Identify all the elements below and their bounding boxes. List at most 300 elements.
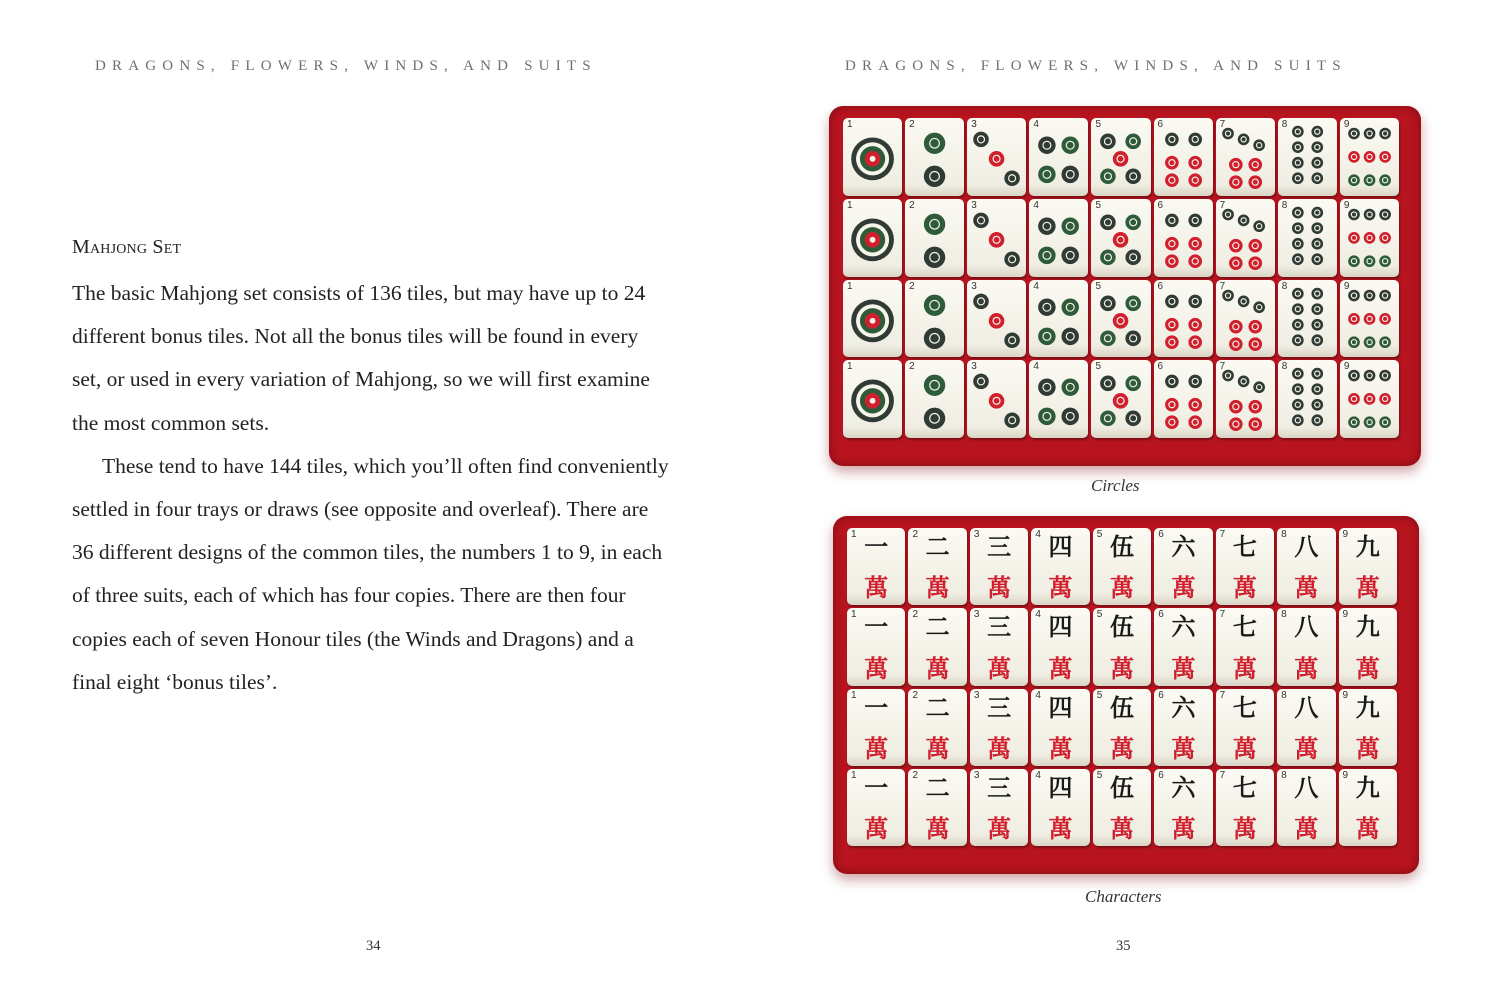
circle-dot <box>1348 151 1360 163</box>
tile-number: 7 <box>1219 689 1226 701</box>
tile-numeral: 四 <box>1048 613 1073 642</box>
circle-dot <box>1292 334 1304 346</box>
tile-number: 6 <box>1157 280 1164 292</box>
circle-dot <box>1165 133 1179 147</box>
characters-tile <box>1031 528 1089 605</box>
circles-tile <box>1091 118 1150 196</box>
tile-number: 8 <box>1281 361 1288 373</box>
tile-number: 1 <box>851 529 857 540</box>
characters-tile <box>970 528 1028 605</box>
circle-dot <box>1248 400 1262 414</box>
characters-tile <box>1277 608 1335 685</box>
tile-number: 8 <box>1281 119 1288 130</box>
tile-wan-character: 萬 <box>864 734 889 763</box>
tile-number: 8 <box>1281 769 1287 781</box>
circle-dot <box>1364 128 1376 140</box>
circles-tile <box>1154 360 1213 438</box>
circles-tile <box>1340 118 1399 196</box>
circle-dot <box>1229 319 1243 333</box>
characters-tile <box>847 689 905 766</box>
tile-numeral: 七 <box>1232 693 1257 722</box>
tile-wan-character: 萬 <box>1232 574 1257 603</box>
characters-tile <box>1093 608 1151 685</box>
tile-number: 6 <box>1158 689 1164 701</box>
tile-numeral: 伍 <box>1109 533 1134 561</box>
circle-dot <box>1311 172 1323 184</box>
tile-wan-character: 萬 <box>1294 815 1319 843</box>
tile-wan-character: 萬 <box>925 734 950 763</box>
circle-dot <box>1038 298 1055 315</box>
tile-number: 5 <box>1095 280 1101 292</box>
tile-numeral: 一 <box>864 693 889 722</box>
circles-tile <box>1154 280 1213 358</box>
circle-dot <box>1248 319 1262 333</box>
tile-number: 7 <box>1219 361 1226 373</box>
circles-tile <box>967 199 1026 277</box>
circle-dot <box>1292 172 1304 184</box>
circle-dot <box>1292 141 1304 153</box>
circle-dot <box>1364 289 1376 301</box>
tile-numeral: 一 <box>864 773 889 802</box>
circle-dot <box>1188 133 1202 147</box>
tile-wan-character: 萬 <box>1355 734 1380 763</box>
characters-tile <box>1031 689 1089 766</box>
circle-dot <box>1311 334 1323 346</box>
tile-wan-character: 萬 <box>1294 654 1319 683</box>
circle-dot <box>1364 393 1376 405</box>
circle-dot <box>1348 393 1360 405</box>
tile-numeral: 一 <box>864 613 889 642</box>
tile-number: 5 <box>1096 689 1103 701</box>
circle-dot <box>1165 294 1179 308</box>
tile-number: 9 <box>1342 689 1349 701</box>
tile-number: 6 <box>1157 199 1164 211</box>
circle-dot <box>1005 332 1021 348</box>
circle-dot <box>1364 336 1376 348</box>
caption-circles: Circles <box>1091 476 1140 495</box>
circle-dot <box>1348 208 1360 220</box>
circle-dot <box>1237 295 1249 307</box>
circles-tray-photo <box>829 106 1421 466</box>
circle-dot <box>1038 246 1055 263</box>
circle-dot <box>1188 294 1202 308</box>
tile-wan-character: 萬 <box>1232 654 1257 683</box>
tile-wan-character: 萬 <box>1232 815 1257 843</box>
circle-dot <box>1101 411 1117 427</box>
circles-tile <box>843 280 902 358</box>
circle-dot <box>1038 379 1055 396</box>
circles-tile <box>905 118 964 196</box>
circle-dot <box>1005 413 1021 429</box>
tile-numeral: 二 <box>925 693 950 722</box>
tile-wan-character: 萬 <box>987 815 1012 843</box>
tile-number: 9 <box>1343 280 1350 292</box>
circle-dot <box>1253 220 1265 232</box>
tile-wan-character: 萬 <box>1355 815 1380 843</box>
circle-dot <box>1165 173 1179 187</box>
tile-number: 2 <box>909 280 915 292</box>
tile-numeral: 九 <box>1355 693 1380 722</box>
circle-dot <box>1237 134 1249 146</box>
circle-dot <box>1165 317 1179 331</box>
circle-dot <box>1311 415 1323 427</box>
tile-wan-character: 萬 <box>987 654 1012 683</box>
characters-tile <box>970 769 1028 846</box>
circle-dot <box>1188 156 1202 170</box>
circle-dot <box>1311 384 1323 396</box>
circle-dot <box>1348 313 1360 325</box>
circle-dot <box>1165 335 1179 349</box>
tile-number: 3 <box>973 769 980 781</box>
paragraph-2: These tend to have 144 tiles, which you’ll often find conveniently settled in four trays or draws (see opposite and overleaf). There are 36 different designs of the common tiles, the numbers 1 to 9, in each of three suits, each of which has four copies. There are then four copies each of seven Honour tiles (the Winds and Dragons) and a final eight ‘bonus tiles’. <box>72 453 669 694</box>
tile-number: 6 <box>1158 769 1164 781</box>
circle-dot <box>1292 384 1304 396</box>
tile-number: 1 <box>847 280 853 292</box>
tile-number: 8 <box>1281 199 1288 211</box>
tile-numeral: 二 <box>925 533 950 561</box>
tile-wan-character: 萬 <box>1109 574 1134 603</box>
tile-wan-character: 萬 <box>1109 815 1134 843</box>
tile-number: 2 <box>912 689 918 701</box>
running-head-right: DRAGONS, FLOWERS, WINDS, AND SUITS <box>845 58 1347 74</box>
tile-wan-character: 萬 <box>864 654 889 683</box>
paragraph-1: The basic Mahjong set consists of 136 tiles, but may have up to 24 different bonus tiles. Not all the bonus tiles will be found in every set, or used in every variation of Mahjong, so we will first examine the most common sets. <box>72 281 650 435</box>
circle-dot <box>1379 128 1391 140</box>
tile-number: 8 <box>1281 280 1288 292</box>
circle-dot <box>1311 222 1323 234</box>
tile-numeral: 八 <box>1294 533 1319 561</box>
tile-number: 3 <box>971 119 977 130</box>
circle-dot <box>1292 303 1304 315</box>
tile-number: 3 <box>973 529 980 540</box>
tile-number: 1 <box>851 769 857 781</box>
characters-tile <box>847 769 905 846</box>
circles-tile <box>1340 360 1399 438</box>
circle-dot <box>1229 400 1243 414</box>
circles-tile <box>967 360 1026 438</box>
tile-wan-character: 萬 <box>1048 734 1073 763</box>
characters-tile <box>1031 608 1089 685</box>
body-text <box>72 272 672 704</box>
circle-dot <box>1188 254 1202 268</box>
circles-tile <box>1216 280 1275 358</box>
circle-dot <box>870 317 876 323</box>
page-number-right: 35 <box>1116 938 1131 954</box>
circle-dot <box>1248 256 1262 270</box>
circles-tile <box>1029 118 1088 196</box>
tile-numeral: 七 <box>1232 773 1257 802</box>
tile-wan-character: 萬 <box>1171 815 1196 843</box>
tile-numeral: 八 <box>1294 613 1319 642</box>
circle-dot <box>1165 416 1179 430</box>
circle-dot <box>1311 207 1323 219</box>
circles-tile <box>843 118 902 196</box>
tile-numeral: 一 <box>864 533 889 561</box>
tile-numeral: 伍 <box>1109 773 1134 802</box>
tile-number: 2 <box>909 199 915 211</box>
circle-dot <box>973 212 989 228</box>
circle-dot <box>1248 158 1262 172</box>
tile-number: 9 <box>1343 119 1350 130</box>
characters-tile <box>1216 769 1274 846</box>
circle-dot <box>1062 298 1079 315</box>
tile-number: 5 <box>1096 609 1103 621</box>
tile-number: 6 <box>1157 119 1164 130</box>
tile-numeral: 四 <box>1048 693 1073 722</box>
circle-dot <box>1229 418 1243 432</box>
circle-dot <box>1062 408 1079 425</box>
circle-dot <box>1126 134 1142 150</box>
circle-dot <box>1165 156 1179 170</box>
tile-number: 5 <box>1095 199 1101 211</box>
tile-wan-character: 萬 <box>1109 654 1134 683</box>
circle-dot <box>989 313 1005 329</box>
circle-dot <box>1165 398 1179 412</box>
circle-dot <box>1292 157 1304 169</box>
tile-number: 2 <box>909 361 915 373</box>
circle-dot <box>1038 136 1055 153</box>
circles-tile <box>1216 199 1275 277</box>
tile-numeral: 二 <box>925 613 950 642</box>
circle-dot <box>1311 157 1323 169</box>
circle-dot <box>1364 255 1376 267</box>
tile-number: 9 <box>1343 199 1350 211</box>
circle-dot <box>1248 418 1262 432</box>
tile-number: 6 <box>1157 361 1164 373</box>
circle-dot <box>1253 301 1265 313</box>
circle-dot <box>1248 175 1262 189</box>
circle-dot <box>1101 330 1117 346</box>
page-number-left: 34 <box>366 938 381 954</box>
tile-wan-character: 萬 <box>864 815 889 843</box>
circles-tile <box>843 199 902 277</box>
tile-number: 4 <box>1033 280 1039 292</box>
tile-number: 3 <box>971 199 977 211</box>
circle-dot <box>1364 232 1376 244</box>
tile-number: 9 <box>1342 609 1349 621</box>
circle-dot <box>1311 318 1323 330</box>
circle-dot <box>1379 336 1391 348</box>
tile-number: 5 <box>1095 361 1101 373</box>
circle-dot <box>1188 237 1202 251</box>
circle-dot <box>973 374 989 390</box>
circles-tile <box>1091 199 1150 277</box>
tile-number: 7 <box>1219 529 1226 540</box>
characters-tile <box>1031 769 1089 846</box>
tile-number: 7 <box>1219 119 1226 130</box>
tile-number: 1 <box>847 199 853 211</box>
circle-dot <box>1311 287 1323 299</box>
circle-dot <box>870 156 876 162</box>
characters-tile <box>970 689 1028 766</box>
circle-dot <box>1348 128 1360 140</box>
circles-tile <box>1340 280 1399 358</box>
tile-numeral: 二 <box>925 773 950 802</box>
tile-number: 8 <box>1281 529 1287 540</box>
tile-numeral: 七 <box>1232 533 1257 561</box>
circle-dot <box>1364 417 1376 429</box>
circle-dot <box>1348 336 1360 348</box>
tile-number: 7 <box>1219 199 1226 211</box>
tile-wan-character: 萬 <box>987 574 1012 603</box>
circle-dot <box>1311 303 1323 315</box>
circles-tile <box>1278 280 1337 358</box>
circle-dot <box>1379 208 1391 220</box>
circle-dot <box>1229 256 1243 270</box>
circle-dot <box>1348 174 1360 186</box>
circle-dot <box>1348 255 1360 267</box>
circle-dot <box>1292 238 1304 250</box>
circles-tile <box>1091 280 1150 358</box>
tile-number: 8 <box>1281 689 1287 701</box>
circle-dot <box>924 133 945 154</box>
circle-dot <box>1126 249 1142 265</box>
circle-dot <box>1062 379 1079 396</box>
tile-wan-character: 萬 <box>1171 734 1196 763</box>
circle-dot <box>924 294 945 315</box>
tile-numeral: 九 <box>1355 533 1380 561</box>
tile-numeral: 九 <box>1355 613 1380 642</box>
circle-dot <box>1292 318 1304 330</box>
tile-wan-character: 萬 <box>1048 574 1073 603</box>
tile-number: 3 <box>973 609 980 621</box>
tile-numeral: 三 <box>987 693 1012 722</box>
characters-tile <box>1216 528 1274 605</box>
tile-wan-character: 萬 <box>1048 654 1073 683</box>
circle-dot <box>1113 313 1129 329</box>
circle-dot <box>924 408 945 429</box>
circle-dot <box>1101 249 1117 265</box>
circle-dot <box>1237 376 1249 388</box>
circle-dot <box>1292 415 1304 427</box>
circles-tile <box>1216 360 1275 438</box>
right-page <box>750 0 1500 994</box>
tile-wan-character: 萬 <box>1355 654 1380 683</box>
circle-dot <box>1292 368 1304 380</box>
circle-dot <box>1126 376 1142 392</box>
characters-tile <box>1154 608 1212 685</box>
circles-tile <box>1029 280 1088 358</box>
tile-number: 4 <box>1033 199 1039 211</box>
circles-tile <box>1029 199 1088 277</box>
circle-dot <box>1188 416 1202 430</box>
circle-dot <box>1038 217 1055 234</box>
circle-dot <box>1188 213 1202 227</box>
circles-tile <box>843 360 902 438</box>
circle-dot <box>1379 232 1391 244</box>
circle-dot <box>1005 251 1021 267</box>
circles-tile-grid <box>843 118 1399 438</box>
circle-dot <box>1311 399 1323 411</box>
tile-number: 4 <box>1035 529 1041 540</box>
circle-dot <box>1379 417 1391 429</box>
tile-numeral: 八 <box>1294 693 1319 722</box>
circle-dot <box>1113 232 1129 248</box>
characters-tile <box>1154 769 1212 846</box>
tile-number: 4 <box>1033 119 1039 130</box>
circle-dot <box>1101 295 1117 311</box>
tile-wan-character: 萬 <box>925 654 950 683</box>
circle-dot <box>1311 368 1323 380</box>
characters-tile <box>908 689 966 766</box>
circle-dot <box>1379 151 1391 163</box>
circle-dot <box>1348 232 1360 244</box>
tile-numeral: 伍 <box>1109 613 1134 642</box>
circle-dot <box>1188 335 1202 349</box>
characters-tile <box>1154 689 1212 766</box>
tile-number: 1 <box>851 609 857 621</box>
circle-dot <box>1062 166 1079 183</box>
tile-number: 3 <box>971 361 977 373</box>
circle-dot <box>1062 327 1079 344</box>
tile-wan-character: 萬 <box>1355 574 1380 603</box>
characters-tray-photo <box>833 516 1419 874</box>
circle-dot <box>924 166 945 187</box>
tile-number: 4 <box>1035 769 1041 781</box>
circle-dot <box>989 393 1005 409</box>
circle-dot <box>1062 246 1079 263</box>
circle-dot <box>1379 370 1391 382</box>
circle-dot <box>1348 417 1360 429</box>
circles-tile <box>1216 118 1275 196</box>
circle-dot <box>1348 370 1360 382</box>
tile-number: 9 <box>1342 769 1349 781</box>
characters-tile <box>1216 689 1274 766</box>
circle-dot <box>1253 139 1265 151</box>
characters-tile <box>908 769 966 846</box>
tile-number: 1 <box>847 361 853 373</box>
circle-dot <box>1311 126 1323 138</box>
tile-numeral: 四 <box>1048 773 1073 802</box>
characters-tile <box>1277 769 1335 846</box>
circle-dot <box>1165 213 1179 227</box>
circle-dot <box>1188 398 1202 412</box>
circle-dot <box>1038 327 1055 344</box>
characters-tile <box>1216 608 1274 685</box>
circles-tile <box>905 360 964 438</box>
circle-dot <box>973 293 989 309</box>
tile-numeral: 三 <box>987 773 1012 802</box>
circle-dot <box>1292 222 1304 234</box>
characters-tile <box>1339 608 1397 685</box>
circle-dot <box>1364 151 1376 163</box>
circles-tile <box>967 118 1026 196</box>
circle-dot <box>1379 174 1391 186</box>
circle-dot <box>1101 376 1117 392</box>
section-heading: Mahjong Set <box>72 236 182 258</box>
circle-dot <box>1126 330 1142 346</box>
characters-tile <box>847 608 905 685</box>
circle-dot <box>1101 134 1117 150</box>
circle-dot <box>1248 337 1262 351</box>
circle-dot <box>1292 207 1304 219</box>
tile-wan-character: 萬 <box>1048 815 1073 843</box>
tile-number: 2 <box>909 119 915 130</box>
circle-dot <box>989 232 1005 248</box>
circle-dot <box>1292 253 1304 265</box>
tile-numeral: 三 <box>987 613 1012 642</box>
circles-tile <box>905 280 964 358</box>
circle-dot <box>1038 166 1055 183</box>
tile-number: 3 <box>973 689 980 701</box>
circle-dot <box>1379 255 1391 267</box>
characters-tile <box>1339 528 1397 605</box>
circles-tile <box>1278 199 1337 277</box>
circle-dot <box>973 132 989 148</box>
tile-numeral: 七 <box>1232 613 1257 642</box>
circles-tile <box>1278 360 1337 438</box>
tile-wan-character: 萬 <box>864 574 889 603</box>
